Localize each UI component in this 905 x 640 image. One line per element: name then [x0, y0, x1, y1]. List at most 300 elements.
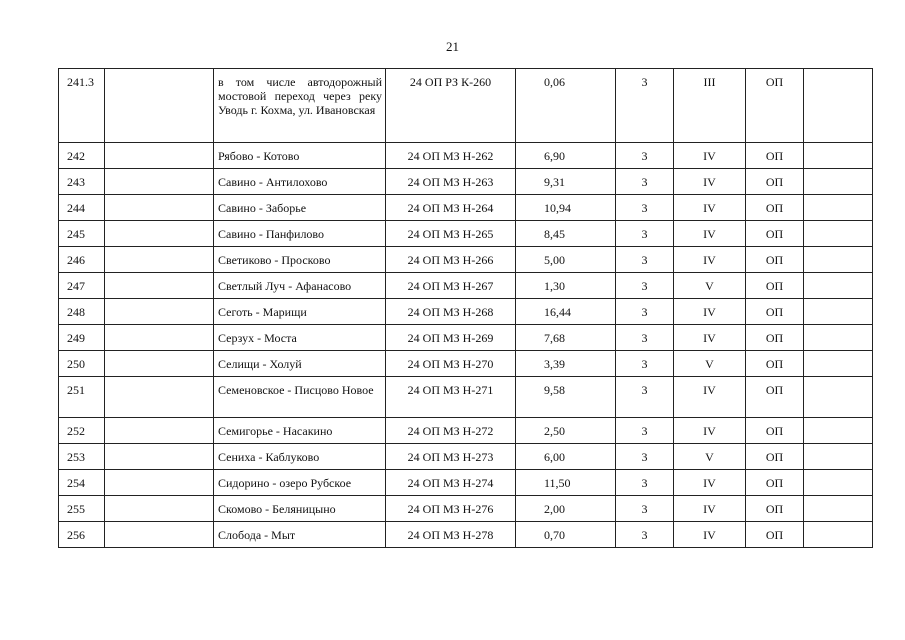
row-number: 253 [67, 450, 85, 464]
row-number-cell [59, 470, 105, 496]
road-id-cell [386, 143, 516, 169]
road-id: 24 ОП МЗ Н-278 [407, 528, 494, 542]
row-number-cell [59, 496, 105, 522]
road-category: 3 [641, 383, 648, 397]
road-class-cell [674, 247, 746, 273]
road-significance-cell [746, 522, 804, 548]
road-length-cell [516, 247, 616, 273]
road-significance: ОП [765, 424, 784, 438]
road-class-cell [674, 195, 746, 221]
road-name: Селищи - Холуй [218, 357, 302, 371]
road-name-cell [214, 351, 386, 377]
road-category: 3 [641, 149, 648, 163]
road-category: 3 [641, 253, 648, 267]
road-length: 1,30 [544, 279, 565, 293]
road-significance-cell [746, 221, 804, 247]
road-id: 24 ОП МЗ Н-263 [407, 175, 494, 189]
empty-cell [804, 470, 872, 476]
road-id: 24 ОП МЗ Н-273 [407, 450, 494, 464]
road-length-cell [516, 444, 616, 470]
table-row [59, 195, 873, 221]
road-significance-cell [746, 69, 804, 143]
road-id-cell [386, 195, 516, 221]
road-class-cell [674, 496, 746, 522]
empty-cell [804, 247, 872, 253]
road-id-cell [386, 470, 516, 496]
empty-cell-cell [804, 273, 873, 299]
road-significance: ОП [765, 450, 784, 464]
road-category-cell [616, 143, 674, 169]
road-length-cell [516, 169, 616, 195]
empty-cell [105, 325, 213, 331]
road-category-cell [616, 522, 674, 548]
road-class-cell [674, 351, 746, 377]
road-name: Савино - Панфилово [218, 227, 325, 241]
road-id-cell [386, 69, 516, 143]
empty-cell-cell [804, 496, 873, 522]
row-number: 244 [67, 201, 85, 215]
road-name: Семигорье - Насакино [218, 424, 333, 438]
road-name-cell [214, 418, 386, 444]
row-number-cell [59, 69, 105, 143]
empty-cell [105, 496, 213, 502]
road-class-cell [674, 221, 746, 247]
road-class-cell [674, 69, 746, 143]
road-class: IV [703, 383, 716, 397]
empty-cell [105, 143, 213, 149]
table-row [59, 418, 873, 444]
empty-cell-cell [804, 143, 873, 169]
row-number-cell [59, 221, 105, 247]
row-number-cell [59, 143, 105, 169]
road-category-cell [616, 496, 674, 522]
empty-cell-cell [804, 377, 873, 418]
road-name-cell [214, 470, 386, 496]
road-id-cell [386, 299, 516, 325]
road-id-cell [386, 325, 516, 351]
road-name: Сидорино - озеро Рубское [218, 476, 352, 490]
road-name: Светлый Луч - Афанасово [218, 279, 352, 293]
road-significance: ОП [765, 528, 784, 542]
table-row [59, 470, 873, 496]
road-name: Сеготь - Марищи [218, 305, 307, 319]
road-length-cell [516, 377, 616, 418]
row-number-cell [59, 247, 105, 273]
road-length-cell [516, 221, 616, 247]
row-number-cell [59, 522, 105, 548]
table-row [59, 444, 873, 470]
road-class: III [703, 75, 716, 89]
empty-cell-cell [804, 221, 873, 247]
road-length-cell [516, 195, 616, 221]
road-id-cell [386, 351, 516, 377]
empty-cell [804, 299, 872, 305]
row-number: 248 [67, 305, 85, 319]
road-significance-cell [746, 247, 804, 273]
road-id-cell [386, 221, 516, 247]
empty-cell [105, 247, 213, 253]
road-category: 3 [641, 227, 648, 241]
table-row [59, 273, 873, 299]
road-class: IV [703, 201, 716, 215]
empty-cell-cell [804, 169, 873, 195]
road-name: Семеновское - Писцово Новое [218, 383, 374, 397]
empty-cell-cell [105, 195, 214, 221]
road-significance-cell [746, 351, 804, 377]
road-id-cell [386, 169, 516, 195]
road-name-cell [214, 195, 386, 221]
road-class: IV [703, 253, 716, 267]
empty-cell [804, 444, 872, 450]
table-body [59, 69, 873, 548]
road-category-cell [616, 470, 674, 496]
road-name-cell [214, 169, 386, 195]
road-significance: ОП [765, 305, 784, 319]
empty-cell-cell [804, 195, 873, 221]
road-length-cell [516, 273, 616, 299]
road-category: 3 [641, 450, 648, 464]
road-name: Сениха - Каблуково [218, 450, 320, 464]
road-class: IV [703, 305, 716, 319]
empty-cell-cell [804, 470, 873, 496]
road-name: Савино - Заборье [218, 201, 307, 215]
road-class: IV [703, 149, 716, 163]
road-name-cell [214, 273, 386, 299]
table-row [59, 325, 873, 351]
road-name-cell [214, 496, 386, 522]
road-category-cell [616, 273, 674, 299]
road-id: 24 ОП МЗ Н-268 [407, 305, 494, 319]
road-length-cell [516, 351, 616, 377]
road-name-cell [214, 299, 386, 325]
road-significance: ОП [765, 383, 784, 397]
road-category: 3 [641, 305, 648, 319]
road-significance-cell [746, 273, 804, 299]
road-name: Серзух - Моста [218, 331, 297, 345]
road-significance: ОП [765, 476, 784, 490]
road-id: 24 ОП МЗ Н-274 [407, 476, 494, 490]
road-class-cell [674, 143, 746, 169]
road-name: Слобода - Мыт [218, 528, 296, 542]
road-id-cell [386, 444, 516, 470]
empty-cell-cell [804, 69, 873, 143]
road-id-cell [386, 496, 516, 522]
road-id: 24 ОП МЗ Н-272 [407, 424, 494, 438]
road-category: 3 [641, 331, 648, 345]
road-name-cell [214, 247, 386, 273]
row-number: 249 [67, 331, 85, 345]
table-row [59, 377, 873, 418]
road-length: 2,50 [544, 424, 565, 438]
road-significance-cell [746, 195, 804, 221]
road-significance-cell [746, 325, 804, 351]
road-category-cell [616, 69, 674, 143]
road-length: 6,00 [544, 450, 565, 464]
road-length-cell [516, 69, 616, 143]
road-category-cell [616, 351, 674, 377]
row-number: 254 [67, 476, 85, 490]
empty-cell [804, 143, 872, 149]
empty-cell-cell [105, 299, 214, 325]
road-class: IV [703, 476, 716, 490]
road-id-cell [386, 522, 516, 548]
road-class-cell [674, 377, 746, 418]
road-name: Рябово - Котово [218, 149, 300, 163]
road-name-cell [214, 377, 386, 418]
empty-cell [804, 418, 872, 424]
empty-cell [105, 69, 213, 75]
road-name-cell [214, 69, 386, 143]
road-id: 24 ОП РЗ К-260 [409, 75, 492, 89]
road-category: 3 [641, 201, 648, 215]
empty-cell-cell [105, 522, 214, 548]
road-length-cell [516, 496, 616, 522]
empty-cell-cell [105, 169, 214, 195]
road-significance: ОП [765, 175, 784, 189]
table-row [59, 169, 873, 195]
road-length: 16,44 [544, 305, 571, 319]
empty-cell-cell [105, 444, 214, 470]
road-significance-cell [746, 377, 804, 418]
road-id: 24 ОП МЗ Н-266 [407, 253, 494, 267]
road-class: IV [703, 227, 716, 241]
road-id-cell [386, 247, 516, 273]
road-length: 10,94 [544, 201, 571, 215]
table-row [59, 143, 873, 169]
table-row [59, 247, 873, 273]
empty-cell-cell [804, 299, 873, 325]
road-category-cell [616, 169, 674, 195]
road-category-cell [616, 444, 674, 470]
page-number: 21 [446, 39, 459, 54]
road-significance-cell [746, 496, 804, 522]
road-name-cell [214, 325, 386, 351]
road-length: 9,58 [544, 383, 565, 397]
road-class-cell [674, 273, 746, 299]
road-length-cell [516, 143, 616, 169]
road-category-cell [616, 325, 674, 351]
road-length-cell [516, 325, 616, 351]
empty-cell-cell [105, 221, 214, 247]
road-length: 5,00 [544, 253, 565, 267]
road-category: 3 [641, 476, 648, 490]
empty-cell [105, 470, 213, 476]
road-category: 3 [641, 528, 648, 542]
empty-cell [804, 195, 872, 201]
road-length: 3,39 [544, 357, 565, 371]
road-name: Скомово - Беляницыно [218, 502, 336, 516]
row-number-cell [59, 418, 105, 444]
road-id-cell [386, 377, 516, 418]
road-class: IV [703, 424, 716, 438]
row-number-cell [59, 273, 105, 299]
road-category-cell [616, 195, 674, 221]
row-number-cell [59, 325, 105, 351]
table-row [59, 351, 873, 377]
road-class-cell [674, 325, 746, 351]
empty-cell [105, 195, 213, 201]
empty-cell-cell [804, 418, 873, 444]
road-id: 24 ОП МЗ Н-271 [407, 383, 494, 397]
row-number: 252 [67, 424, 85, 438]
empty-cell [804, 351, 872, 357]
road-length-cell [516, 522, 616, 548]
road-class-cell [674, 169, 746, 195]
row-number: 247 [67, 279, 85, 293]
road-category-cell [616, 377, 674, 418]
empty-cell [804, 496, 872, 502]
row-number: 251 [67, 383, 85, 397]
empty-cell [804, 522, 872, 528]
road-id: 24 ОП МЗ Н-267 [407, 279, 494, 293]
road-name: в том числе автодорожный мостовой переход через реку Уводь г. Кохма, ул. Ивановская [218, 75, 382, 117]
row-number-cell [59, 351, 105, 377]
road-category: 3 [641, 424, 648, 438]
empty-cell-cell [105, 143, 214, 169]
road-class: V [705, 357, 714, 371]
empty-cell-cell [105, 377, 214, 418]
road-name-cell [214, 444, 386, 470]
road-significance: ОП [765, 75, 784, 89]
road-length: 2,00 [544, 502, 565, 516]
empty-cell-cell [105, 325, 214, 351]
road-significance: ОП [765, 201, 784, 215]
road-significance-cell [746, 470, 804, 496]
road-significance-cell [746, 143, 804, 169]
empty-cell [804, 69, 872, 75]
road-significance: ОП [765, 279, 784, 293]
empty-cell [105, 522, 213, 528]
empty-cell-cell [804, 444, 873, 470]
road-category: 3 [641, 502, 648, 516]
road-category-cell [616, 221, 674, 247]
road-class: V [705, 279, 714, 293]
table-row [59, 221, 873, 247]
road-length: 11,50 [544, 476, 571, 490]
empty-cell-cell [105, 418, 214, 444]
road-class-cell [674, 444, 746, 470]
road-significance-cell [746, 169, 804, 195]
table-row [59, 496, 873, 522]
road-id: 24 ОП МЗ Н-265 [407, 227, 494, 241]
row-number: 245 [67, 227, 85, 241]
empty-cell [105, 273, 213, 279]
road-category-cell [616, 299, 674, 325]
road-id: 24 ОП МЗ Н-264 [407, 201, 494, 215]
empty-cell [105, 418, 213, 424]
empty-cell-cell [804, 351, 873, 377]
row-number: 241.3 [67, 75, 94, 89]
road-significance: ОП [765, 331, 784, 345]
road-class: IV [703, 331, 716, 345]
road-class: IV [703, 528, 716, 542]
empty-cell-cell [804, 247, 873, 273]
empty-cell [804, 221, 872, 227]
empty-cell [105, 351, 213, 357]
road-length-cell [516, 418, 616, 444]
road-class: V [705, 450, 714, 464]
empty-cell-cell [105, 470, 214, 496]
empty-cell [804, 169, 872, 175]
row-number-cell [59, 195, 105, 221]
empty-cell-cell [105, 69, 214, 143]
road-id: 24 ОП МЗ Н-276 [407, 502, 494, 516]
road-name-cell [214, 221, 386, 247]
road-class: IV [703, 502, 716, 516]
road-category: 3 [641, 75, 648, 89]
road-length: 0,70 [544, 528, 565, 542]
table-row [59, 522, 873, 548]
row-number: 243 [67, 175, 85, 189]
table-row [59, 69, 873, 143]
road-id-cell [386, 273, 516, 299]
road-length: 6,90 [544, 149, 565, 163]
road-category: 3 [641, 357, 648, 371]
row-number: 250 [67, 357, 85, 371]
road-significance: ОП [765, 227, 784, 241]
empty-cell [105, 377, 213, 383]
empty-cell [105, 169, 213, 175]
row-number: 256 [67, 528, 85, 542]
road-category: 3 [641, 279, 648, 293]
road-id-cell [386, 418, 516, 444]
road-category-cell [616, 247, 674, 273]
road-name-cell [214, 522, 386, 548]
road-length: 8,45 [544, 227, 565, 241]
road-significance-cell [746, 418, 804, 444]
table-row [59, 299, 873, 325]
road-length: 7,68 [544, 331, 565, 345]
road-name-cell [214, 143, 386, 169]
empty-cell-cell [105, 351, 214, 377]
road-significance: ОП [765, 357, 784, 371]
road-length-cell [516, 470, 616, 496]
road-class-cell [674, 470, 746, 496]
empty-cell-cell [105, 247, 214, 273]
empty-cell [105, 444, 213, 450]
road-significance-cell [746, 444, 804, 470]
road-length: 9,31 [544, 175, 565, 189]
empty-cell [804, 273, 872, 279]
roads-table [58, 68, 873, 548]
road-length: 0,06 [544, 75, 565, 89]
empty-cell [804, 325, 872, 331]
empty-cell [105, 299, 213, 305]
road-significance: ОП [765, 253, 784, 267]
road-class-cell [674, 522, 746, 548]
road-id: 24 ОП МЗ Н-262 [407, 149, 494, 163]
road-class-cell [674, 299, 746, 325]
road-id: 24 ОП МЗ Н-269 [407, 331, 494, 345]
road-length-cell [516, 299, 616, 325]
road-id: 24 ОП МЗ Н-270 [407, 357, 494, 371]
road-name: Светиково - Просково [218, 253, 331, 267]
row-number-cell [59, 444, 105, 470]
row-number-cell [59, 169, 105, 195]
row-number-cell [59, 377, 105, 418]
road-category-cell [616, 418, 674, 444]
road-significance: ОП [765, 149, 784, 163]
empty-cell-cell [105, 273, 214, 299]
row-number-cell [59, 299, 105, 325]
empty-cell-cell [804, 522, 873, 548]
empty-cell [105, 221, 213, 227]
road-class: IV [703, 175, 716, 189]
road-significance-cell [746, 299, 804, 325]
row-number: 242 [67, 149, 85, 163]
row-number: 246 [67, 253, 85, 267]
road-significance: ОП [765, 502, 784, 516]
